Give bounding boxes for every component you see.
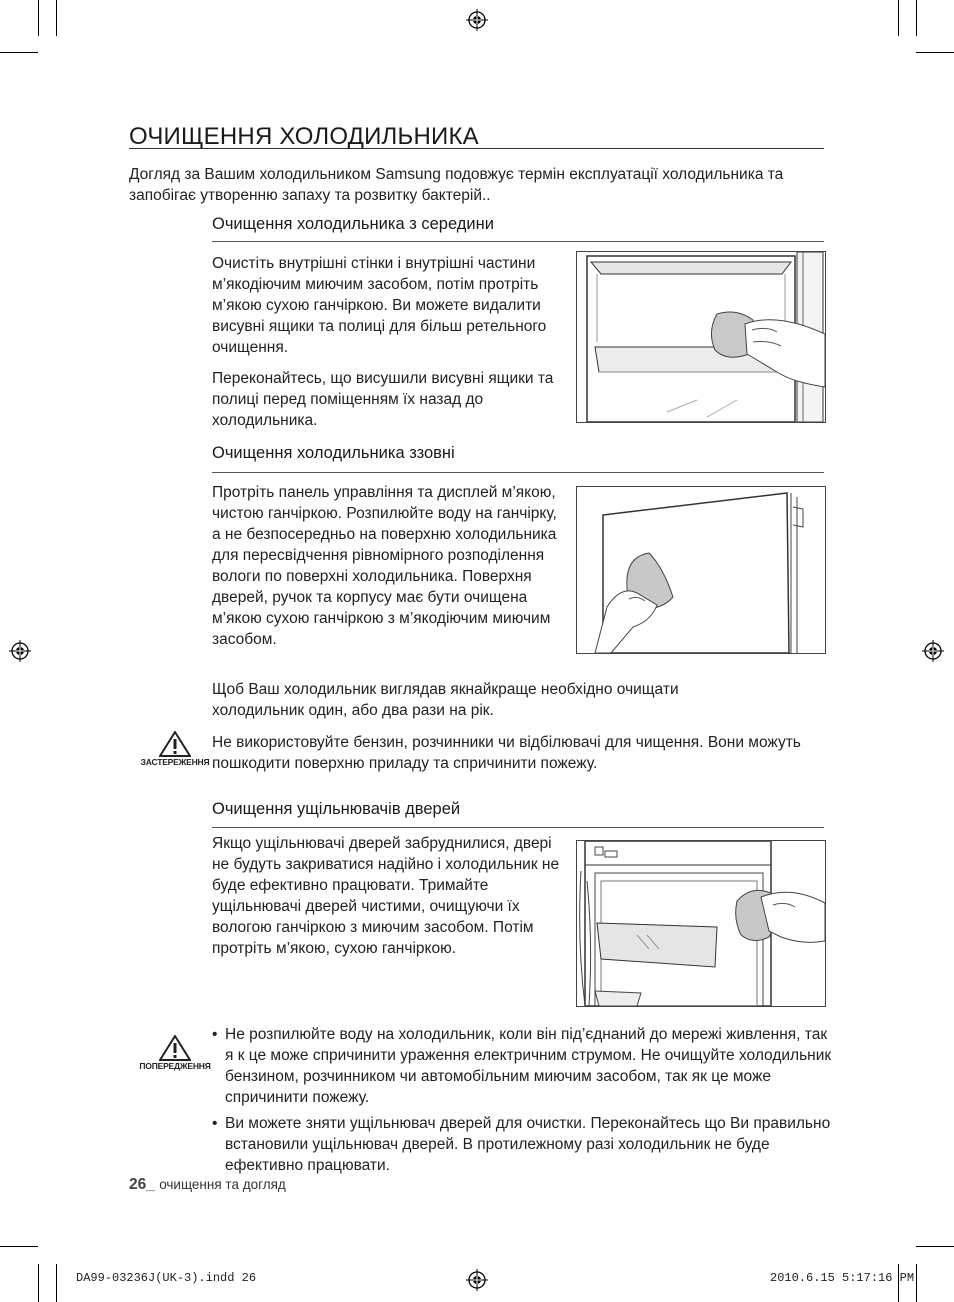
print-datetime: 2010.6.15 5:17:16 PM bbox=[770, 1271, 915, 1285]
paragraph: Якщо ущільнювачі дверей забруднилися, двері не будуть закриватися надійно і холодильник не буде ефективно працювати. Тримайте ущільнювачі дверей чистими, очищуючи їх вологою ганчіркою з миючим засобом. Потім протріть м’якою, сухою ганчіркою. bbox=[212, 835, 560, 957]
list-item-text: Не розпилюйте воду на холодильник, коли він під’єднаний до мережі живлення, так я к це може спричинити ураження електричним струмом. Не очищуйте холодильник бензином, розчинником чи автомобільним миючим засобом, так як це може спричинити пожежу. bbox=[225, 1026, 832, 1106]
page-footer bbox=[129, 1176, 286, 1194]
crop-mark bbox=[56, 0, 57, 36]
registration-mark-icon bbox=[466, 1269, 488, 1291]
illustration-fridge-exterior bbox=[576, 486, 826, 654]
section-text-after bbox=[212, 679, 772, 731]
crop-mark bbox=[916, 0, 917, 36]
warning-label: ПОПЕРЕДЖЕННЯ bbox=[139, 1061, 211, 1071]
illustration-door-seal bbox=[576, 840, 826, 1007]
warning-triangle-icon bbox=[159, 731, 191, 757]
section-heading: Очищення холодильника ззовні bbox=[212, 444, 455, 462]
page-number: 26_ bbox=[129, 1176, 155, 1193]
crop-mark bbox=[0, 1246, 38, 1247]
list-item bbox=[212, 1113, 832, 1176]
section-text bbox=[212, 833, 570, 969]
paragraph: Переконайтесь, що висушили висувні ящики та полиці перед поміщенням їх назад до холодильника. bbox=[212, 370, 554, 429]
section-rule bbox=[212, 827, 824, 828]
intro-text: Догляд за Вашим холодильником Samsung подовжує термін експлуатації холодильника та запобігає утворенню запаху та розвитку бактерій.. bbox=[129, 166, 784, 204]
registration-mark-icon bbox=[9, 640, 31, 662]
crop-mark bbox=[898, 0, 899, 36]
paragraph: Щоб Ваш холодильник виглядав якнайкраще необхідно очищати холодильник один, або два рази на рік. bbox=[212, 681, 679, 719]
warning-list bbox=[212, 1024, 832, 1181]
page-title: ОЧИЩЕННЯ ХОЛОДИЛЬНИКА bbox=[129, 123, 479, 150]
crop-mark bbox=[0, 52, 38, 53]
registration-mark-icon bbox=[922, 640, 944, 662]
list-item bbox=[212, 1024, 832, 1108]
crop-mark bbox=[38, 0, 39, 36]
illustration-fridge-interior bbox=[576, 251, 826, 423]
caution-badge bbox=[135, 731, 215, 767]
section-heading: Очищення холодильника з середини bbox=[212, 215, 494, 233]
print-file-info: DA99-03236J(UK-3).indd 26 bbox=[76, 1271, 257, 1285]
crop-mark bbox=[38, 1264, 39, 1302]
warning-triangle-icon bbox=[159, 1035, 191, 1061]
crop-mark bbox=[916, 1246, 954, 1247]
bullet-icon: • bbox=[212, 1026, 218, 1043]
registration-mark-icon bbox=[466, 9, 488, 31]
bullet-icon: • bbox=[212, 1115, 218, 1132]
paragraph: Очистіть внутрішні стінки і внутрішні частини м’якодіючим миючим засобом, потім протріть м’якою сухою ганчіркою. Ви можете видалити висувні ящики та полиці для більш ретельного очищення. bbox=[212, 255, 547, 356]
section-heading: Очищення ущільнювачів дверей bbox=[212, 800, 461, 818]
caution-label: ЗАСТЕРЕЖЕННЯ bbox=[140, 757, 210, 767]
section-rule bbox=[212, 472, 824, 473]
caution-text: Не використовуйте бензин, розчинники чи відбілювачі для чищення. Вони можуть пошкодити поверхню приладу та спричинити пожежу. bbox=[212, 734, 801, 772]
title-rule bbox=[129, 148, 824, 149]
section-text bbox=[212, 253, 567, 441]
crop-mark bbox=[916, 1264, 917, 1302]
footer-section: очищення та догляд bbox=[159, 1177, 286, 1192]
list-item-text: Ви можете зняти ущільнювач дверей для очистки. Переконайтесь що Ви правильно встановили ущільнювач дверей. В протилежному разі холодильник не буде ефективно працювати. bbox=[225, 1115, 831, 1174]
warning-badge bbox=[135, 1035, 215, 1071]
section-rule bbox=[212, 241, 824, 242]
crop-mark bbox=[916, 52, 954, 53]
section-text bbox=[212, 482, 567, 660]
crop-mark bbox=[56, 1264, 57, 1302]
paragraph: Протріть панель управління та дисплей м’якою, чистою ганчіркою. Розпилюйте воду на ганчірку, а не безпосередньо на поверхню холодильника для пересвідчення рівномірного розподілення вологи по поверхні холодильника. Поверхня дверей, ручок та корпусу має бути очищена м’якою сухою ганчіркою з м’якодіючим миючим засобом. bbox=[212, 484, 557, 648]
